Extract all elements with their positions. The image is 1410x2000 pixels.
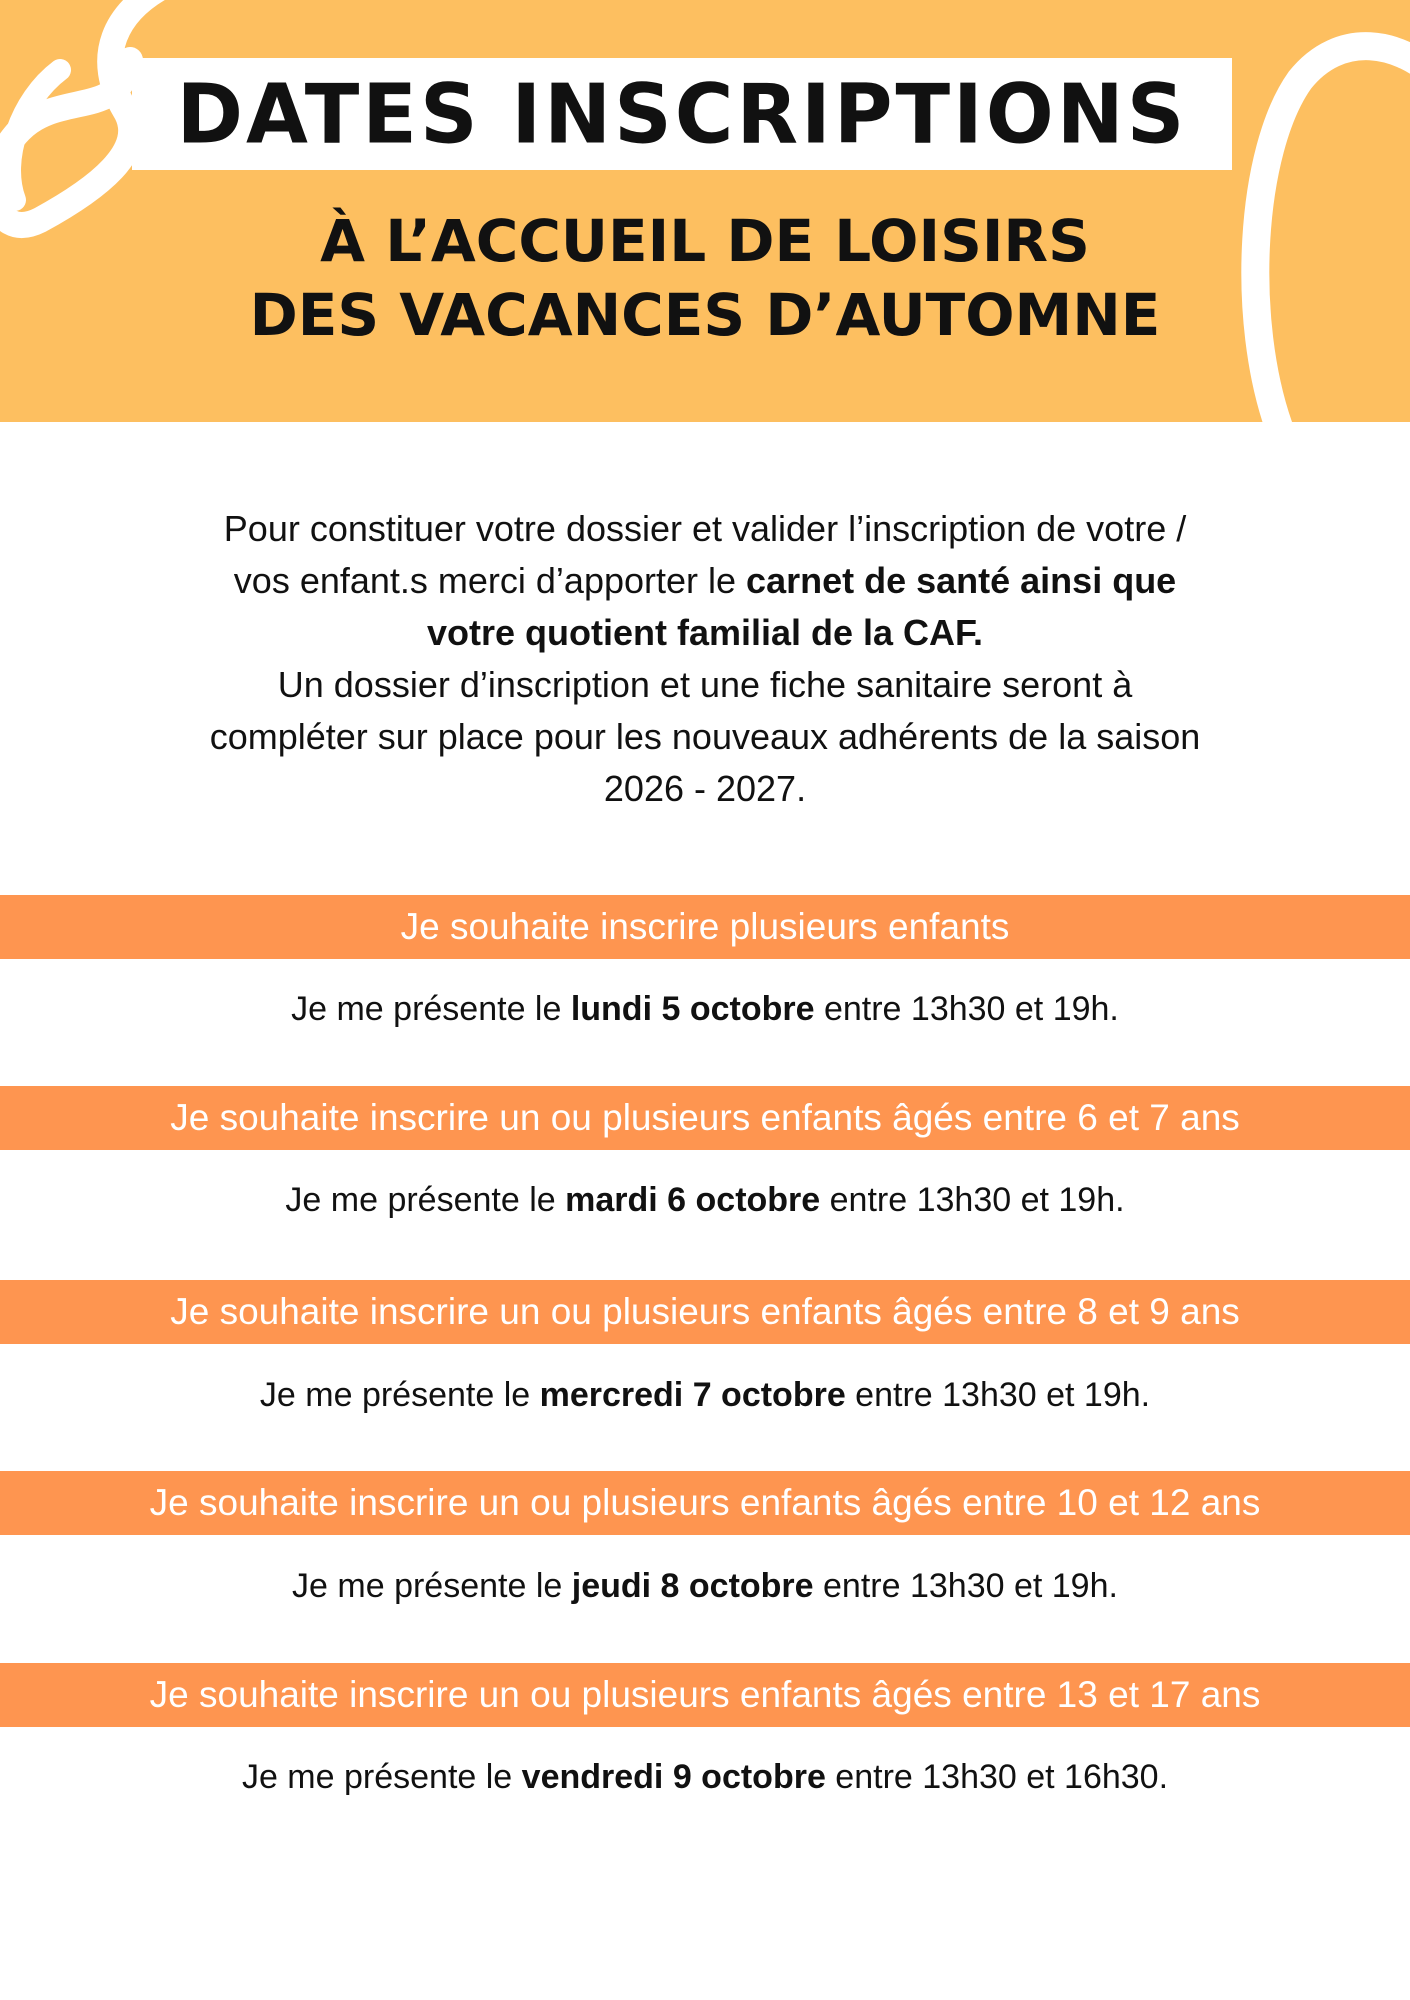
section-text-3-end: entre 13h30 et 19h. [845, 1376, 1151, 1414]
section-date-5: vendredi 9 octobre [521, 1758, 826, 1796]
section-text-2-start: Je me présente le [285, 1181, 566, 1219]
section-text-3 [0, 1376, 1410, 1415]
title-band [132, 58, 1232, 170]
intro-line-1: Pour constituer votre dossier et valider l’inscription de votre / [223, 508, 1187, 549]
section-date-3: mercredi 7 octobre [539, 1376, 846, 1414]
section-text-4-start: Je me présente le [292, 1567, 572, 1605]
section-text-1-start: Je me présente le [291, 990, 571, 1028]
section-heading-4: Je souhaite inscrire un ou plusieurs enfants âgés entre 10 et 12 ans [0, 1471, 1410, 1535]
section-text-3-start: Je me présente le [259, 1376, 540, 1414]
section-date-2: mardi 6 octobre [565, 1181, 821, 1219]
section-text-5-start: Je me présente le [241, 1758, 522, 1796]
intro-line-4: Un dossier d’inscription et une fiche sanitaire seront à [277, 664, 1133, 705]
section-text-4-end: entre 13h30 et 19h. [813, 1567, 1118, 1605]
intro-line-2-bold: carnet de santé ainsi que [746, 560, 1177, 601]
header-banner [0, 0, 1410, 422]
page-title: DATES INSCRIPTIONS [176, 66, 1188, 162]
section-date-1: lundi 5 octobre [570, 990, 815, 1028]
section-text-2 [0, 1181, 1410, 1220]
intro-line-2 [120, 555, 1290, 607]
section-text-1 [0, 990, 1410, 1029]
intro-line-6: 2026 - 2027. [603, 768, 807, 809]
section-text-4 [0, 1567, 1410, 1606]
subtitle-line-2: DES VACANCES D’AUTOMNE [249, 281, 1161, 349]
intro-line-3 [120, 607, 1290, 659]
section-text-5 [0, 1758, 1410, 1797]
intro-line-5: compléter sur place pour les nouveaux adhérents de la saison [209, 716, 1201, 757]
section-text-5-end: entre 13h30 et 16h30. [825, 1758, 1169, 1796]
section-heading-2: Je souhaite inscrire un ou plusieurs enfants âgés entre 6 et 7 ans [0, 1086, 1410, 1150]
section-heading-5: Je souhaite inscrire un ou plusieurs enfants âgés entre 13 et 17 ans [0, 1663, 1410, 1727]
intro-paragraph [120, 503, 1290, 815]
page-subtitle [0, 204, 1410, 352]
intro-line-3-bold: votre quotient familial de la CAF. [426, 612, 984, 653]
section-heading-3: Je souhaite inscrire un ou plusieurs enfants âgés entre 8 et 9 ans [0, 1280, 1410, 1344]
section-text-1-end: entre 13h30 et 19h. [814, 990, 1119, 1028]
section-date-4: jeudi 8 octobre [571, 1567, 814, 1605]
subtitle-line-1: À L’ACCUEIL DE LOISIRS [320, 207, 1090, 275]
section-text-2-end: entre 13h30 et 19h. [820, 1181, 1125, 1219]
section-heading-1: Je souhaite inscrire plusieurs enfants [0, 895, 1410, 959]
intro-line-2-text: vos enfant.s merci d’apporter le [233, 560, 747, 601]
